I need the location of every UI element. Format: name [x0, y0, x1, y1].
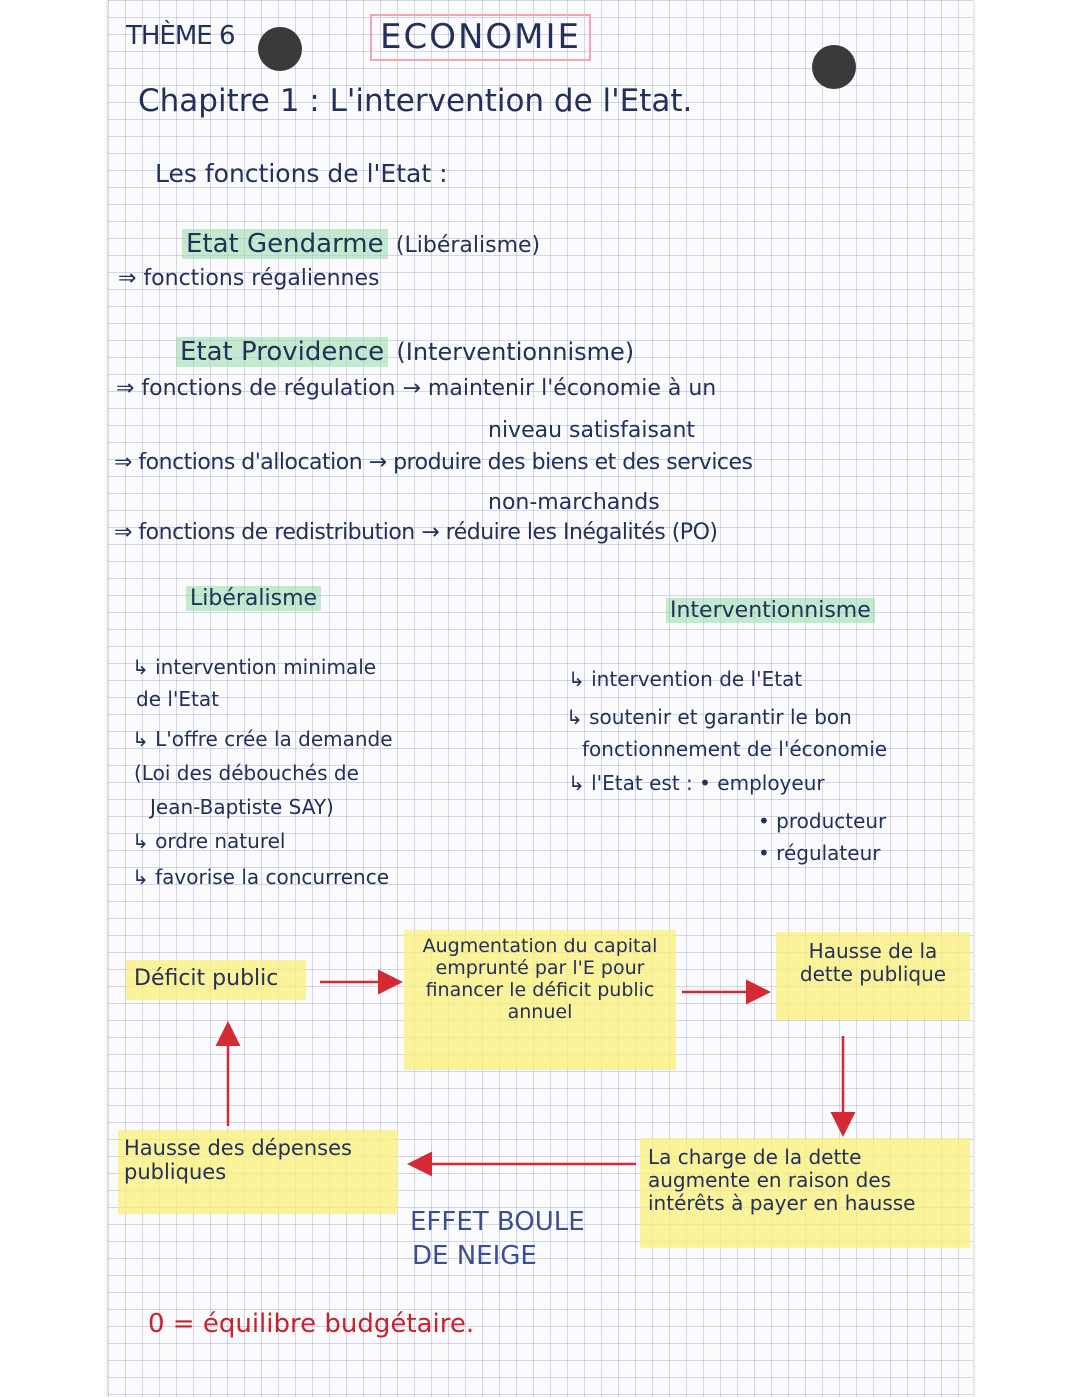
- providence-f1: ⇒ fonctions de régulation → maintenir l'économie à un: [116, 376, 717, 401]
- charge-dette-box: La charge de la dette augmente en raison des intérêts à payer en hausse: [640, 1138, 970, 1248]
- gendarme-title: Etat Gendarme: [182, 229, 388, 259]
- providence-f2: ⇒ fonctions d'allocation → produire des biens et des services: [114, 450, 753, 475]
- section-title: Les fonctions de l'Etat :: [155, 159, 448, 188]
- lib-item: ↳ ordre naturel: [132, 829, 286, 853]
- lib-item: ↳ favorise la concurrence: [132, 865, 390, 889]
- deficit-box: Déficit public: [126, 960, 306, 1000]
- interventionnisme-title: Interventionnisme: [666, 598, 875, 623]
- providence-f3: ⇒ fonctions de redistribution → réduire les Inégalités (PO): [114, 520, 718, 545]
- lib-item: (Loi des débouchés de: [134, 761, 359, 785]
- lib-item: Jean-Baptiste SAY): [150, 795, 334, 819]
- gendarme-line: ⇒ fonctions régaliennes: [118, 266, 380, 291]
- liberalisme-title: Libéralisme: [186, 586, 321, 611]
- effet-label-1: EFFET BOULE: [410, 1207, 585, 1237]
- lib-item: ↳ L'offre crée la demande: [132, 727, 393, 751]
- effet-label-2: DE NEIGE: [412, 1241, 537, 1271]
- int-item: ↳ intervention de l'Etat: [568, 667, 803, 691]
- lib-item: de l'Etat: [136, 687, 219, 711]
- int-item: ↳ soutenir et garantir le bon: [566, 705, 852, 729]
- providence-f1b: niveau satisfaisant: [488, 418, 696, 443]
- theme-label: THÈME 6: [126, 21, 235, 51]
- int-item: ↳ l'Etat est : • employeur: [568, 771, 825, 795]
- int-item: • producteur: [758, 809, 887, 833]
- chapter-title: Chapitre 1 : L'intervention de l'Etat.: [138, 83, 693, 119]
- int-item: • régulateur: [758, 841, 881, 865]
- hausse-dette-box: Hausse de la dette publique: [776, 932, 970, 1020]
- providence-tag: (Interventionnisme): [396, 338, 635, 366]
- providence-title: Etat Providence: [176, 337, 388, 367]
- footer-note: 0 = équilibre budgétaire.: [148, 1309, 475, 1339]
- gendarme-tag: (Libéralisme): [395, 233, 541, 258]
- subject-title: ECONOMIE: [370, 14, 591, 61]
- augmentation-box: Augmentation du capital emprunté par l'E pour financer le déficit public annuel: [404, 930, 676, 1070]
- lib-item: ↳ intervention minimale: [132, 655, 377, 679]
- int-item: fonctionnement de l'économie: [582, 737, 888, 761]
- hausse-depenses-box: Hausse des dépenses publiques: [118, 1130, 398, 1214]
- providence-f2b: non-marchands: [488, 490, 660, 515]
